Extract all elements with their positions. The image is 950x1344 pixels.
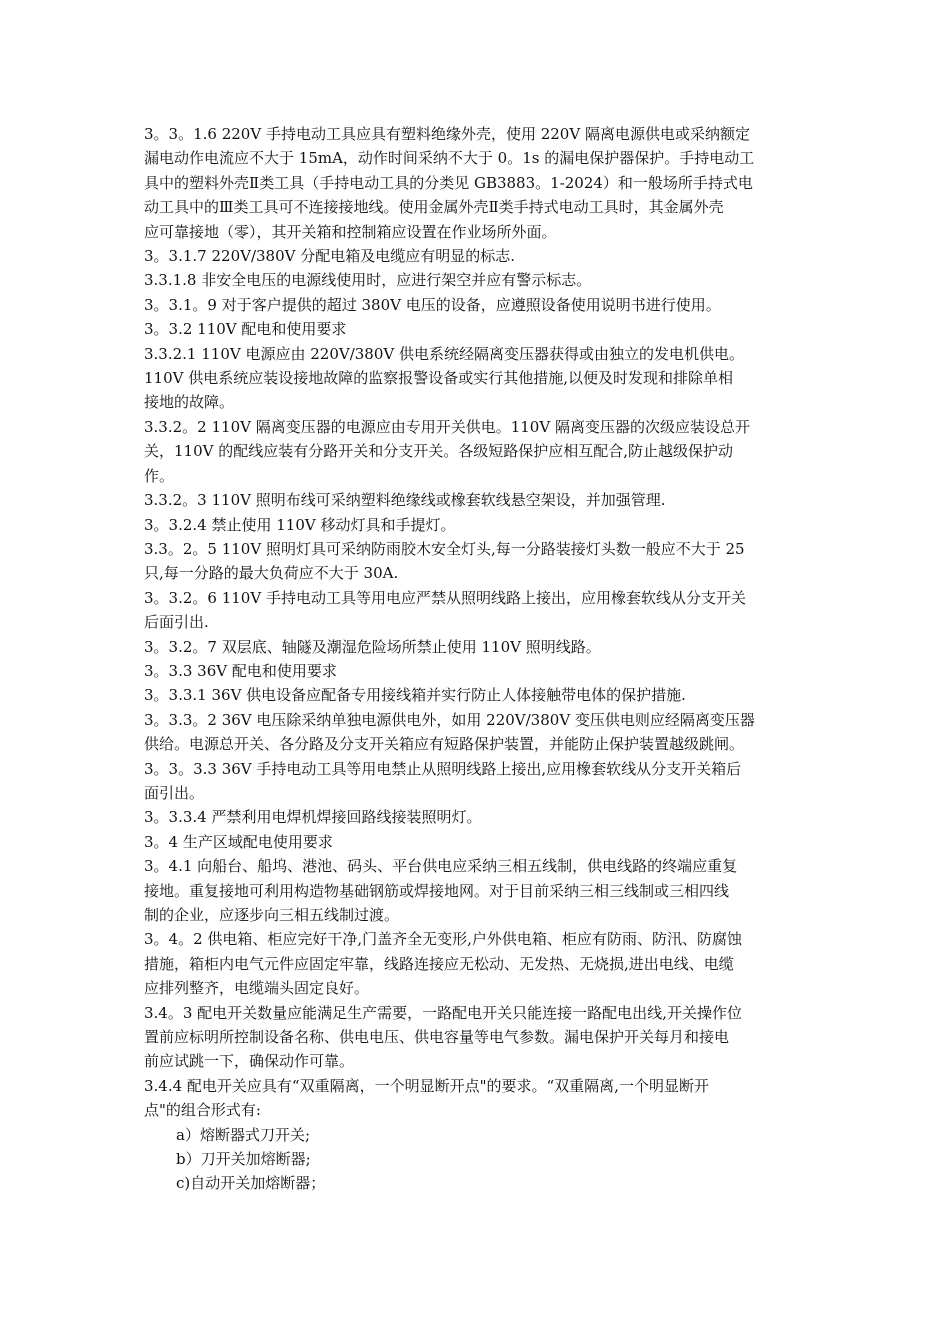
- paragraph: [144, 805, 814, 829]
- text-line: 3。3.3.4 严禁利用电焊机焊接回路线接装照明灯。: [144, 808, 482, 827]
- text-line: 接地的故障。: [144, 393, 235, 412]
- paragraph: [144, 683, 814, 707]
- text-line: 3。3.2。7 双层底、轴隧及潮湿危险场所禁止使用 110V 照明线路。: [144, 637, 601, 656]
- text-line: 置前应标明所控制设备名称、供电电压、供电容量等电气参数。漏电保护开关每月和接电: [144, 1028, 730, 1047]
- list-item: a）熔断器式刀开关;: [176, 1125, 310, 1144]
- paragraph: [144, 830, 814, 854]
- text-line: 3。3。1.6 220V 手持电动工具应具有塑料绝缘外壳，使用 220V 隔离电源供电或采纳额定: [144, 125, 750, 143]
- text-line: 3。3.2.4 禁止使用 110V 移动灯具和手提灯。: [144, 515, 456, 534]
- text-line: 点"的组合形式有:: [144, 1101, 261, 1120]
- list-item: b）刀开关加熔断器;: [176, 1150, 311, 1169]
- text-line: 后面引出.: [144, 613, 209, 632]
- paragraph: [144, 854, 814, 927]
- text-line: 供给。电源总开关、各分路及分支开关箱应有短路保护装置，并能防止保护装置越级跳闸。: [144, 735, 745, 754]
- paragraph: [144, 1001, 814, 1074]
- document-body: [144, 122, 814, 1196]
- text-line: 动工具中的Ⅲ类工具可不连接接地线。使用金属外壳Ⅱ类手持式电动工具时，其金属外壳: [144, 198, 724, 217]
- text-line: 3.3.1.8 非安全电压的电源线使用时，应进行架空并应有警示标志。: [144, 271, 592, 290]
- text-line: 3。3.3。2 36V 电压除采纳单独电源供电外，如用 220V/380V 变压供电则应经隔离变压器: [144, 710, 755, 729]
- text-line: 3.4。3 配电开关数量应能满足生产需要，一路配电开关只能连接一路配电出线,开关操作位: [144, 1003, 742, 1022]
- paragraph: [144, 537, 814, 586]
- text-line: 3.4.4 配电开关应具有“双重隔离，一个明显断开点"的要求。“双重隔离,一个明显断开: [144, 1076, 709, 1095]
- list-item: c)自动开关加熔断器；: [176, 1174, 326, 1193]
- paragraph: [144, 635, 814, 659]
- text-line: 3。4.1 向船台、船坞、港池、码头、平台供电应采纳三相五线制，供电线路的终端应重复: [144, 857, 738, 876]
- paragraph: [144, 268, 814, 292]
- text-line: 漏电动作电流应不大于 15mA，动作时间采纳不大于 0。1s 的漏电保护器保护。手持电动工: [144, 149, 755, 168]
- text-line: 应排列整齐，电缆端头固定良好。: [144, 979, 370, 998]
- text-line: 3。3.1。9 对于客户提供的超过 380V 电压的设备，应遵照设备使用说明书进行使用。: [144, 295, 721, 314]
- text-line: 3。3.2 110V 配电和使用要求: [144, 320, 347, 339]
- paragraph: [144, 415, 814, 488]
- text-line: 3。3.2。6 110V 手持电动工具等用电应严禁从照明线路上接出，应用橡套软线从分支开关: [144, 588, 746, 607]
- text-line: 3。4。2 供电箱、柜应完好干净,门盖齐全无变形,户外供电箱、柜应有防雨、防汛、防腐蚀: [144, 930, 742, 949]
- text-line: 3。3.3 36V 配电和使用要求: [144, 661, 337, 680]
- paragraph: [144, 586, 814, 635]
- text-line: 3.3.2。3 110V 照明布线可采纳塑料绝缘线或橡套软线悬空架设，并加强管理.: [144, 491, 666, 510]
- text-line: 关，110V 的配线应装有分路开关和分支开关。各级短路保护应相互配合,防止越级保护动: [144, 442, 734, 461]
- paragraph: [144, 1074, 814, 1123]
- paragraph: [144, 122, 814, 244]
- text-line: 3。3.3.1 36V 供电设备应配备专用接线箱并实行防止人体接触带电体的保护措施.: [144, 686, 686, 705]
- paragraph: [144, 513, 814, 537]
- text-line: 3。3.1.7 220V/380V 分配电箱及电缆应有明显的标志.: [144, 247, 515, 266]
- paragraph: [144, 244, 814, 268]
- paragraph: [144, 342, 814, 415]
- paragraph: [144, 708, 814, 757]
- text-line: 3。4 生产区域配电使用要求: [144, 832, 333, 851]
- text-line: 110V 供电系统应装设接地故障的监察报警设备或实行其他措施,以便及时发现和排除单相: [144, 369, 734, 388]
- paragraph: [144, 317, 814, 341]
- text-line: 3.3.2.1 110V 电源应由 220V/380V 供电系统经隔离变压器获得或由独立的发电机供电。: [144, 344, 744, 363]
- paragraph: [144, 927, 814, 1000]
- text-line: 接地。重复接地可利用构造物基础钢筋或焊接地网。对于目前采纳三相三线制或三相四线: [144, 881, 730, 900]
- text-line: 具中的塑料外壳Ⅱ类工具（手持电动工具的分类见 GB3883。1-2024）和一般场所手持式电: [144, 173, 753, 192]
- text-line: 措施，箱柜内电气元件应固定牢靠，线路连接应无松动、无发热、无烧损,进出电线、电缆: [144, 954, 734, 973]
- text-line: 制的企业，应逐步向三相五线制过渡。: [144, 906, 400, 924]
- text-line: 3.3.2。2 110V 隔离变压器的电源应由专用开关供电。110V 隔离变压器的次级应装设总开: [144, 417, 750, 436]
- text-line: 3。3。3.3 36V 手持电动工具等用电禁止从照明线路上接出,应用橡套软线从分支开关箱后: [144, 759, 742, 778]
- paragraph: [144, 757, 814, 806]
- paragraph: [144, 293, 814, 317]
- text-line: 面引出。: [144, 783, 205, 802]
- text-line: 只,每一分路的最大负荷应不大于 30A.: [144, 564, 399, 583]
- text-line: 前应试跳一下，确保动作可靠。: [144, 1052, 355, 1071]
- text-line: 作。: [144, 466, 175, 485]
- paragraph: [144, 659, 814, 683]
- paragraph: [144, 488, 814, 512]
- text-line: 3.3。2。5 110V 照明灯具可采纳防雨胶木安全灯头,每一分路装接灯头数一般应不大于 25: [144, 539, 745, 558]
- text-line: 应可靠接地（零），其开关箱和控制箱应设置在作业场所外面。: [144, 222, 557, 241]
